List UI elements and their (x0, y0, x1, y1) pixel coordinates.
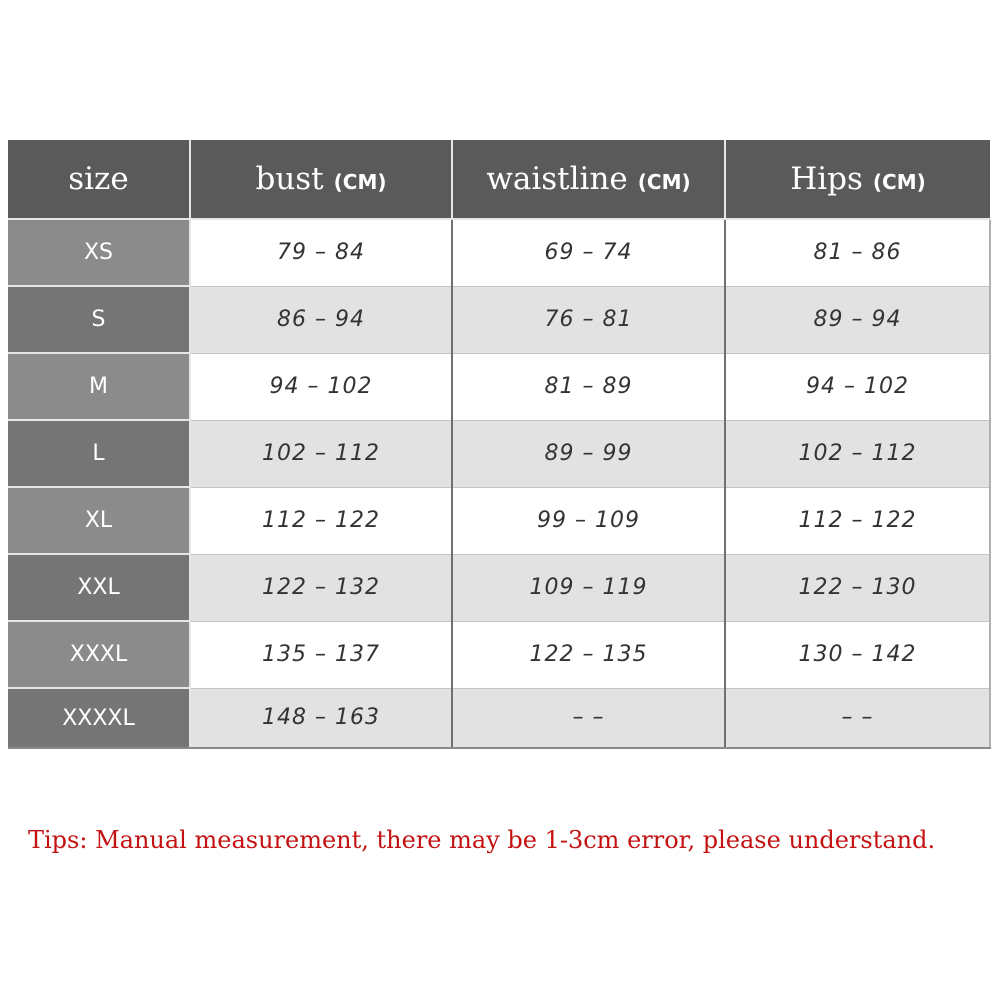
header-bust-label: bust (255, 161, 324, 197)
header-waistline-unit: (CM) (637, 170, 691, 194)
table-row (8, 554, 990, 621)
bust-cell: 102 – 112 (190, 420, 452, 487)
bust-cell: 148 – 163 (190, 688, 452, 748)
header-row (8, 140, 990, 219)
size-cell: M (8, 353, 190, 420)
size-cell: XXL (8, 554, 190, 621)
tips-note: Tips: Manual measurement, there may be 1-3cm error, please understand. (28, 826, 936, 854)
table-row (8, 219, 990, 286)
bust-cell: 94 – 102 (190, 353, 452, 420)
table-row (8, 487, 990, 554)
hips-cell: 122 – 130 (725, 554, 990, 621)
waistline-cell: 99 – 109 (452, 487, 725, 554)
header-bust-unit: (CM) (333, 170, 387, 194)
size-cell: L (8, 420, 190, 487)
bust-cell: 135 – 137 (190, 621, 452, 688)
table-row (8, 688, 990, 748)
hips-cell: 94 – 102 (725, 353, 990, 420)
size-cell: XS (8, 219, 190, 286)
waistline-cell: – – (452, 688, 725, 748)
hips-cell: – – (725, 688, 990, 748)
size-cell: XXXL (8, 621, 190, 688)
bust-cell: 79 – 84 (190, 219, 452, 286)
hips-cell: 81 – 86 (725, 219, 990, 286)
header-bust (190, 140, 452, 219)
bust-cell: 86 – 94 (190, 286, 452, 353)
hips-cell: 130 – 142 (725, 621, 990, 688)
header-size-label: size (68, 161, 129, 197)
hips-cell: 102 – 112 (725, 420, 990, 487)
header-waistline (452, 140, 725, 219)
hips-cell: 89 – 94 (725, 286, 990, 353)
waistline-cell: 109 – 119 (452, 554, 725, 621)
waistline-cell: 81 – 89 (452, 353, 725, 420)
header-waistline-label: waistline (486, 161, 628, 197)
waistline-cell: 122 – 135 (452, 621, 725, 688)
header-hips (725, 140, 990, 219)
size-chart-table (8, 140, 991, 749)
waistline-cell: 89 – 99 (452, 420, 725, 487)
table-row (8, 621, 990, 688)
header-size (8, 140, 190, 219)
size-cell: XL (8, 487, 190, 554)
header-hips-unit: (CM) (872, 170, 926, 194)
bust-cell: 112 – 122 (190, 487, 452, 554)
table-row (8, 353, 990, 420)
size-cell: XXXXL (8, 688, 190, 748)
waistline-cell: 76 – 81 (452, 286, 725, 353)
table-row (8, 286, 990, 353)
hips-cell: 112 – 122 (725, 487, 990, 554)
size-cell: S (8, 286, 190, 353)
table-row (8, 420, 990, 487)
header-hips-label: Hips (790, 161, 863, 197)
bust-cell: 122 – 132 (190, 554, 452, 621)
waistline-cell: 69 – 74 (452, 219, 725, 286)
